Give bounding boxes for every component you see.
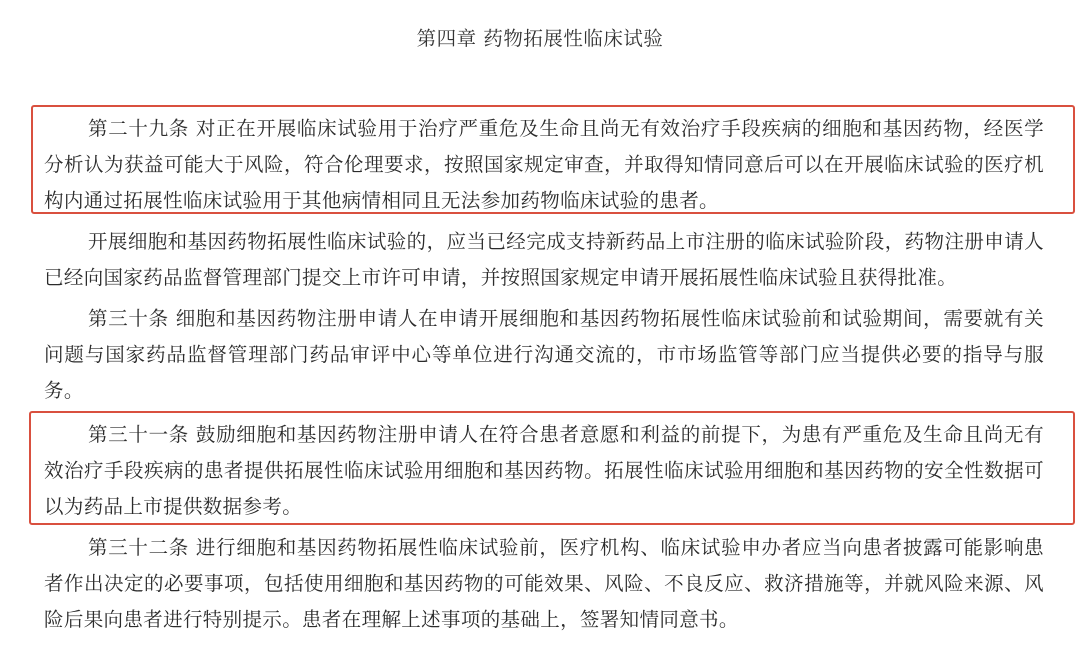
article-29-paragraph: 第二十九条 对正在开展临床试验用于治疗严重危及生命且尚无有效治疗手段疾病的细胞和基因药物，经医学分析认为获益可能大于风险，符合伦理要求，按照国家规定审查，并取得知情同意后可以在开展临床试验的医疗机构内通过拓展性临床试验用于其他病情相同且无法参加药物临床试验的患者。 bbox=[44, 117, 1044, 212]
article-32-paragraph: 第三十二条 进行细胞和基因药物拓展性临床试验前，医疗机构、临床试验申办者应当向患者披露可能影响患者作出决定的必要事项，包括使用细胞和基因药物的可能效果、风险、不良反应、救济措施等，并就风险来源、风险后果向患者进行特别提示。患者在理解上述事项的基础上，签署知情同意书。 bbox=[44, 536, 1044, 631]
article-29-second-paragraph: 开展细胞和基因药物拓展性临床试验的，应当已经完成支持新药品上市注册的临床试验阶段，药物注册申请人已经向国家药品监督管理部门提交上市许可申请，并按照国家规定申请开展拓展性临床试验且获得批准。 bbox=[44, 230, 1044, 289]
article-30-paragraph: 第三十条 细胞和基因药物注册申请人在申请开展细胞和基因药物拓展性临床试验前和试验期间，需要就有关问题与国家药品监督管理部门药品审评中心等单位进行沟通交流的，市市场监管等部门应当提供必要的指导与服务。 bbox=[44, 307, 1044, 402]
article-31-paragraph: 第三十一条 鼓励细胞和基因药物注册申请人在符合患者意愿和利益的前提下，为患有严重危及生命且尚无有效治疗手段疾病的患者提供拓展性临床试验用细胞和基因药物。拓展性临床试验用细胞和基因药物的安全性数据可以为药品上市提供数据参考。 bbox=[44, 423, 1044, 518]
chapter-title: 第四章 药物拓展性临床试验 bbox=[416, 27, 664, 50]
